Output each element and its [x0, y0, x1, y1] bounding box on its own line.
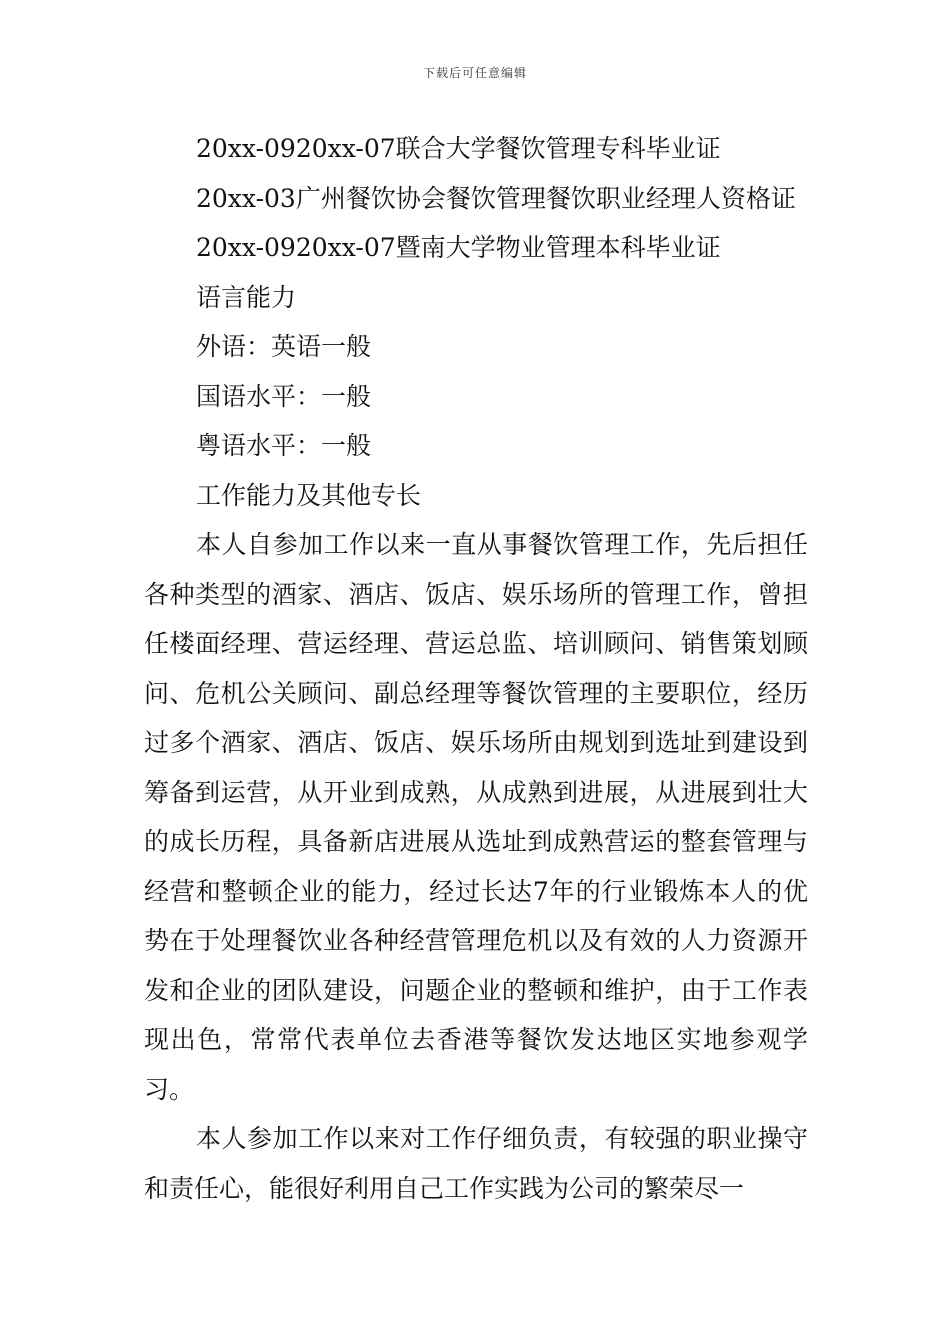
- certificate-line-1: 20xx-0920xx-07联合大学餐饮管理专科毕业证: [196, 134, 721, 163]
- skills-paragraph-1: 本人自参加工作以来一直从事餐饮管理工作，先后担任各种类型的酒家、酒店、饭店、娱乐场所的管理工作，曾担任楼面经理、营运经理、营运总监、培训顾问、销售策划顾问、危机公关顾问、副总经理等餐饮管理的主要职位，经历过多个酒家、酒店、饭店、娱乐场所由规划到选址到建设到筹备到运营，从开业到成熟，从成熟到进展，从进展到壮大的成长历程，具备新店进展从选址到成熟营运的整套管理与经营和整顿企业的能力，经过长达7年的行业锻炼本人的优势在于处理餐饮业各种经营管理危机以及有效的人力资源开发和企业的团队建设，问题企业的整顿和维护，由于工作表现出色，常常代表单位去香港等餐饮发达地区实地参观学习。: [144, 530, 808, 1104]
- language-heading: 语言能力: [196, 282, 297, 312]
- certificate-line-2: 20xx-03广州餐饮协会餐饮管理餐饮职业经理人资格证: [196, 183, 796, 213]
- certificate-line-3: 20xx-0920xx-07暨南大学物业管理本科毕业证: [196, 233, 721, 262]
- skills-paragraph-2: 本人参加工作以来对工作仔细负责，有较强的职业操守和责任心，能很好利用自己工作实践为公司的繁荣尽一: [144, 1124, 808, 1203]
- document-body: [144, 124, 808, 1213]
- language-item-cantonese: 粤语水平：一般: [196, 431, 372, 460]
- skills-heading: 工作能力及其他专长: [196, 480, 422, 510]
- language-item-mandarin: 国语水平：一般: [196, 381, 372, 411]
- language-item-foreign: 外语：英语一般: [196, 332, 372, 361]
- page-header: 下载后可任意编辑: [422, 66, 527, 80]
